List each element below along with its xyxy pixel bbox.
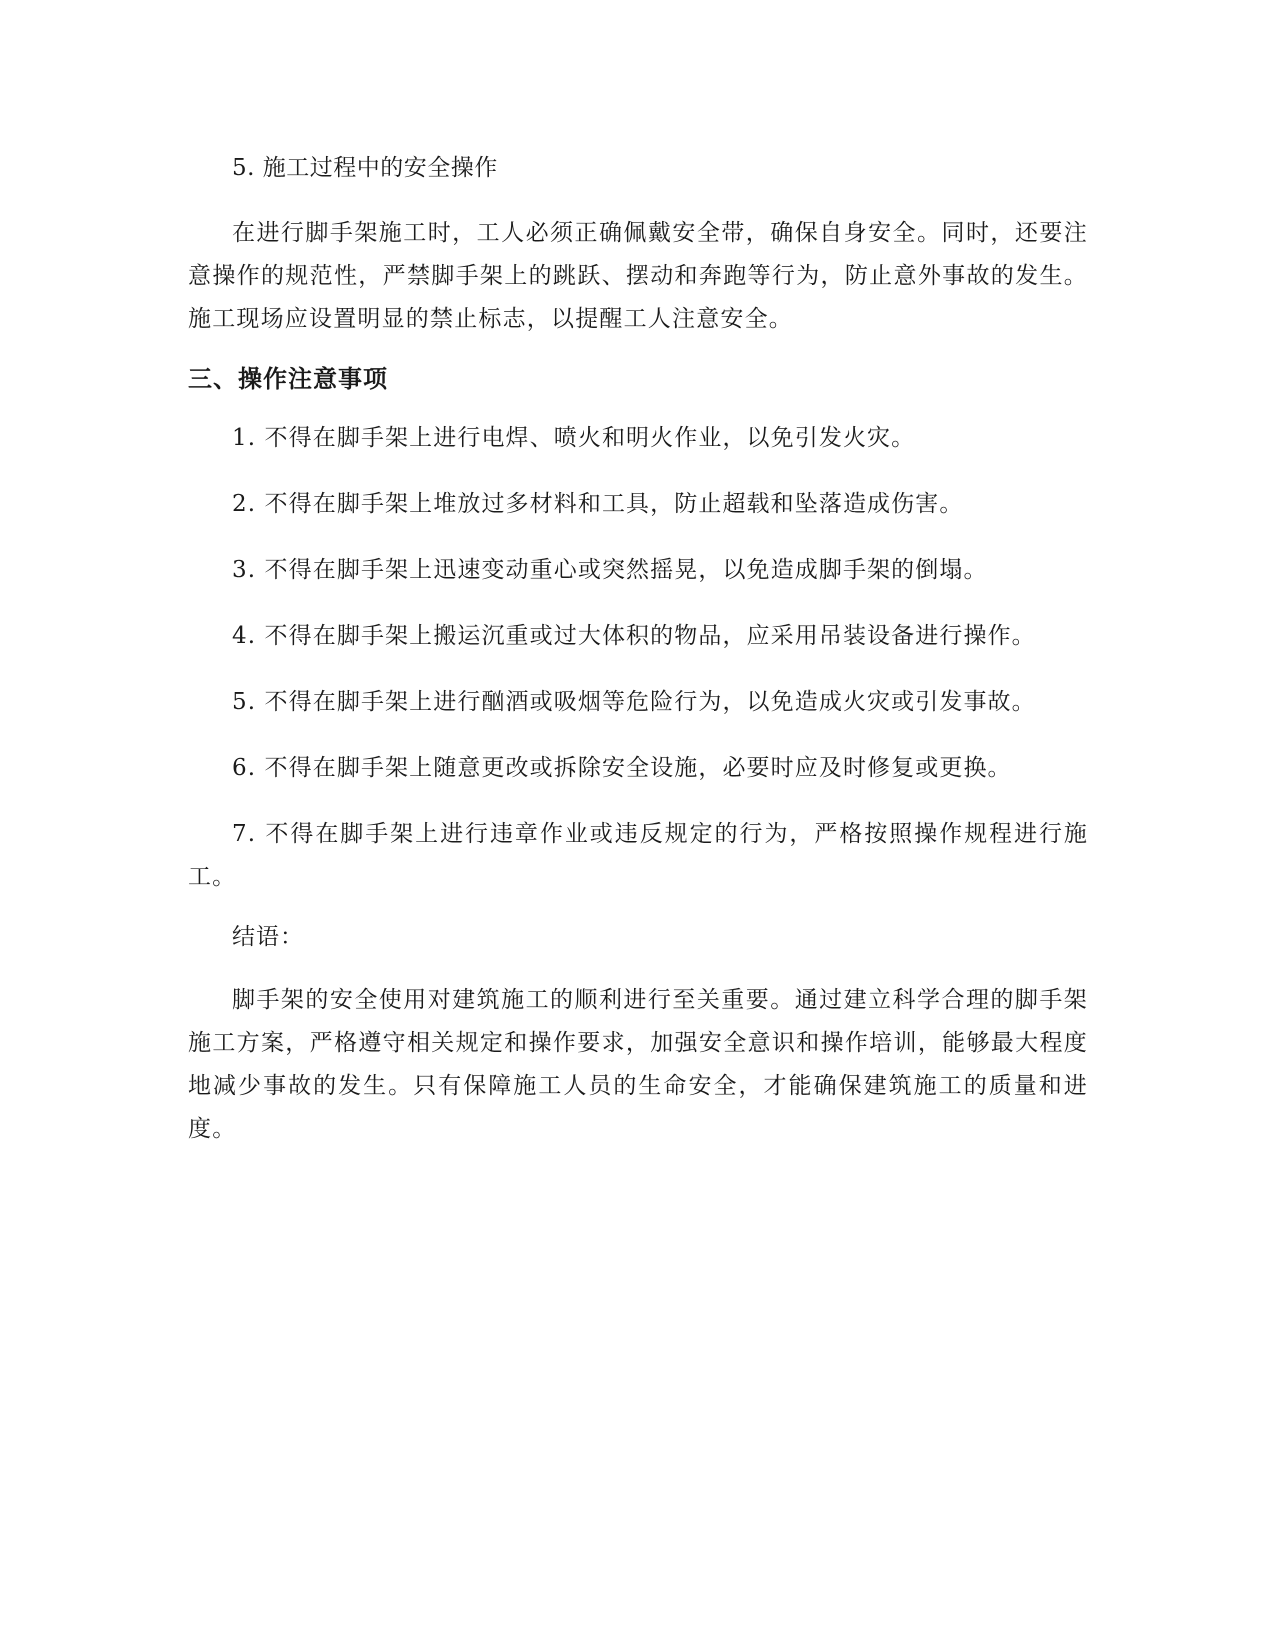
document-body [188, 150, 1088, 1171]
notes-list [188, 417, 1088, 899]
note-item-2: 2. 不得在脚手架上堆放过多材料和工具，防止超载和坠落造成伤害。 [232, 491, 964, 517]
conclusion-label: 结语： [232, 924, 304, 950]
note-item-1: 1. 不得在脚手架上进行电焊、喷火和明火作业，以免引发火灾。 [232, 425, 916, 451]
section5-paragraph: 在进行脚手架施工时，工人必须正确佩戴安全带，确保自身安全。同时，还要注意操作的规范性，严禁脚手架上的跳跃、摆动和奔跑等行为，防止意外事故的发生。施工现场应设置明显的禁止标志，以提醒工人注意安全。 [188, 220, 1088, 332]
note-item-7: 7. 不得在脚手架上进行违章作业或违反规定的行为，严格按照操作规程进行施工。 [188, 821, 1088, 890]
conclusion-paragraph: 脚手架的安全使用对建筑施工的顺利进行至关重要。通过建立科学合理的脚手架施工方案，严格遵守相关规定和操作要求，加强安全意识和操作培训，能够最大程度地减少事故的发生。只有保障施工人员的生命安全，才能确保建筑施工的质量和进度。 [188, 987, 1088, 1142]
note-item-5: 5. 不得在脚手架上进行酗酒或吸烟等危险行为，以免造成火灾或引发事故。 [232, 689, 1036, 715]
section3-heading: 三、操作注意事项 [188, 365, 388, 393]
note-item-4: 4. 不得在脚手架上搬运沉重或过大体积的物品，应采用吊装设备进行操作。 [232, 623, 1036, 649]
section5-title: 5. 施工过程中的安全操作 [232, 155, 498, 181]
note-item-3: 3. 不得在脚手架上迅速变动重心或突然摇晃，以免造成脚手架的倒塌。 [232, 557, 988, 583]
note-item-6: 6. 不得在脚手架上随意更改或拆除安全设施，必要时应及时修复或更换。 [232, 755, 1012, 781]
